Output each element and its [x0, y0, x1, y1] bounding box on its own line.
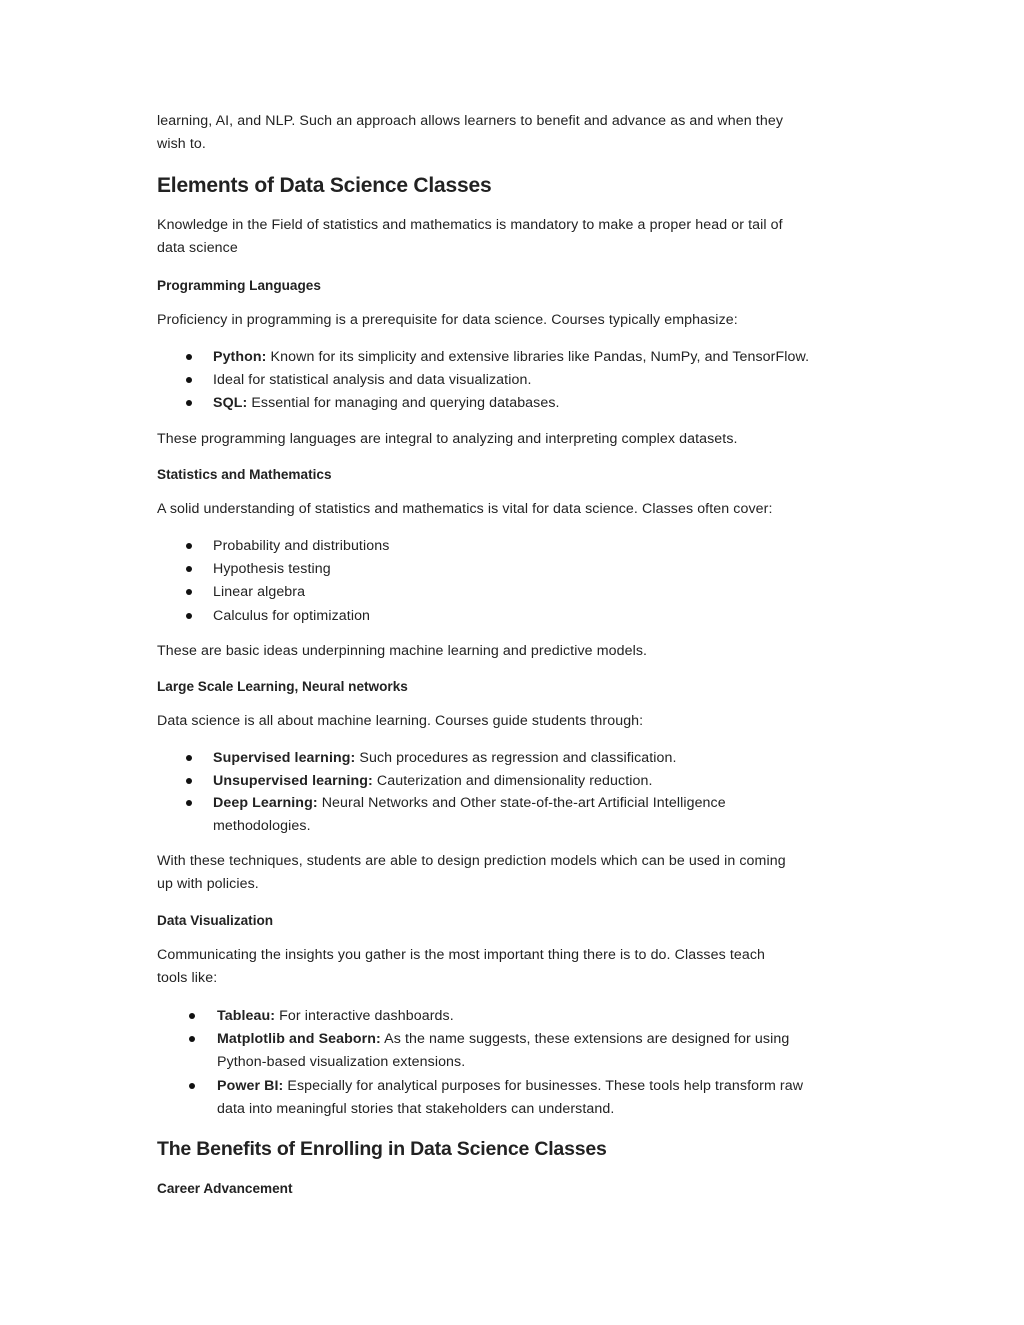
statistics-intro: A solid understanding of statistics and mathematics is vital for data science. Classes often cover: — [157, 501, 773, 517]
programming-outro: These programming languages are integral to analyzing and interpreting complex datasets. — [157, 431, 738, 447]
list-item-text: Probability and distributions — [213, 538, 390, 554]
list-item-text: Known for its simplicity and extensive libraries like Pandas, NumPy, and TensorFlow. — [266, 349, 810, 365]
list-item-text: Python-based visualization extensions. — [217, 1054, 466, 1070]
subheading-ml: Large Scale Learning, Neural networks — [157, 679, 408, 694]
list-item-text: Essential for managing and querying databases. — [247, 395, 560, 411]
elements-intro-line-2: data science — [157, 240, 238, 256]
list-item-text: Cauterization and dimensionality reduction. — [372, 773, 653, 789]
bullet-icon — [186, 778, 192, 784]
subheading-programming: Programming Languages — [157, 278, 321, 293]
ml-outro-line-1: With these techniques, students are able to design prediction models which can be used in coming — [157, 853, 786, 869]
bullet-icon — [189, 1083, 195, 1089]
subheading-statistics: Statistics and Mathematics — [157, 467, 332, 482]
list-item-text: Such procedures as regression and classification. — [355, 750, 677, 766]
bullet-icon — [186, 613, 192, 619]
ml-outro-line-2: up with policies. — [157, 876, 259, 892]
bullet-icon — [189, 1036, 195, 1042]
subheading-career: Career Advancement — [157, 1181, 293, 1196]
list-item-text: data into meaningful stories that stakeholders can understand. — [217, 1101, 615, 1117]
list-item-label: Power BI: — [217, 1078, 284, 1094]
list-item-text: methodologies. — [213, 818, 311, 834]
list-item-text: Neural Networks and Other state-of-the-art Artificial Intelligence — [317, 795, 726, 811]
list-item-label: Deep Learning: — [213, 795, 318, 811]
list-item-label: Python: — [213, 349, 267, 365]
intro-paragraph-line-2: wish to. — [157, 136, 206, 152]
list-item-text: Linear algebra — [213, 584, 306, 600]
list-item-text: Especially for analytical purposes for businesses. These tools help transform raw — [283, 1078, 804, 1094]
list-item-label: Tableau: — [217, 1008, 276, 1024]
list-item-text: For interactive dashboards. — [275, 1008, 454, 1024]
list-item-text: Calculus for optimization — [213, 608, 371, 624]
section-heading-benefits: The Benefits of Enrolling in Data Science Classes — [157, 1138, 607, 1160]
bullet-icon — [186, 354, 192, 360]
list-item-label: Supervised learning: — [213, 750, 356, 766]
bullet-icon — [186, 800, 192, 806]
intro-paragraph-line-1: learning, AI, and NLP. Such an approach allows learners to benefit and advance as and when they — [157, 113, 784, 129]
list-item-text: As the name suggests, these extensions are designed for using — [380, 1031, 790, 1047]
list-item-text: Hypothesis testing — [213, 561, 331, 577]
section-heading-elements: Elements of Data Science Classes — [157, 174, 492, 197]
list-item-label: Unsupervised learning: — [213, 773, 373, 789]
elements-intro-line-1: Knowledge in the Field of statistics and mathematics is mandatory to make a proper head or tail of — [157, 217, 783, 233]
dataviz-intro-line-2: tools like: — [157, 970, 218, 986]
statistics-outro: These are basic ideas underpinning machine learning and predictive models. — [157, 643, 648, 659]
list-item-label: SQL: — [213, 395, 248, 411]
bullet-icon — [186, 566, 192, 572]
bullet-icon — [186, 377, 192, 383]
bullet-icon — [186, 400, 192, 406]
bullet-icon — [189, 1013, 195, 1019]
ml-intro: Data science is all about machine learning. Courses guide students through: — [157, 713, 644, 729]
bullet-icon — [186, 589, 192, 595]
list-item-text: Ideal for statistical analysis and data visualization. — [213, 372, 532, 388]
programming-intro: Proficiency in programming is a prerequisite for data science. Courses typically emphasize: — [157, 312, 738, 328]
list-item-label: Matplotlib and Seaborn: — [217, 1031, 381, 1047]
bullet-icon — [186, 543, 192, 549]
dataviz-intro-line-1: Communicating the insights you gather is the most important thing there is to do. Classes teach — [157, 947, 766, 963]
subheading-dataviz: Data Visualization — [157, 913, 274, 928]
bullet-icon — [186, 755, 192, 761]
